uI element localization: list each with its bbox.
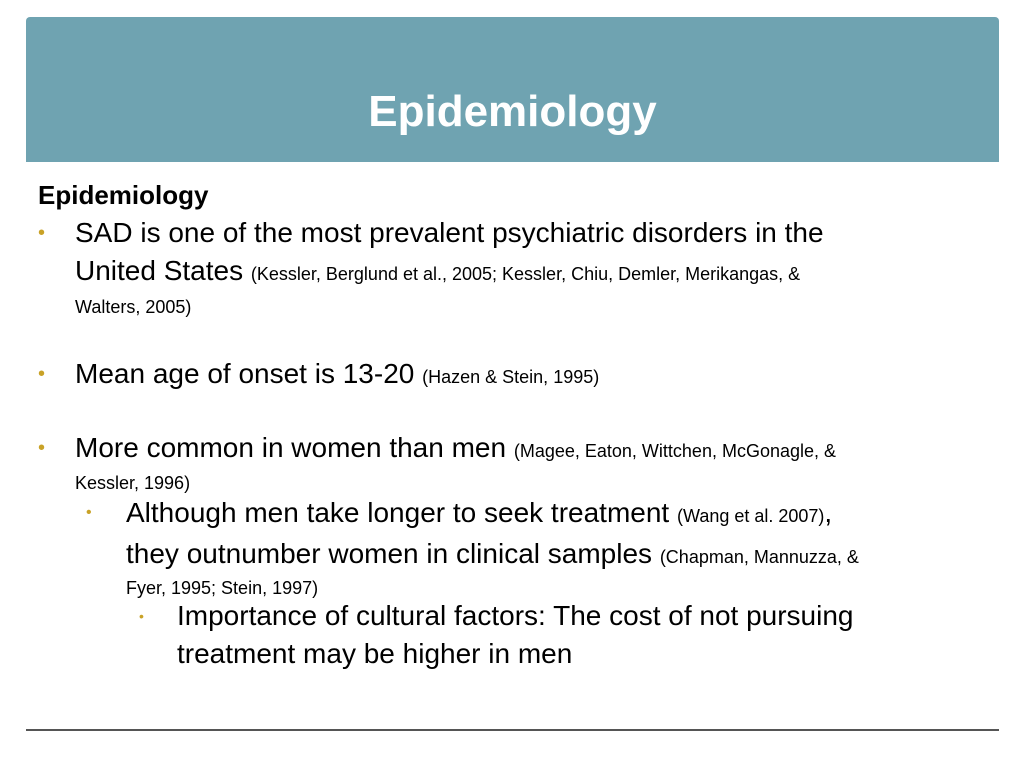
citation: (Chapman, Mannuzza, & <box>659 547 859 567</box>
bullet-item-gender <box>38 429 985 496</box>
bullet-item-prevalence <box>38 214 985 321</box>
bullet-text: Mean age of onset is 13-20 <box>75 358 415 389</box>
bullet-text: United States <box>75 255 244 286</box>
title-bar <box>26 17 999 162</box>
bullet-line <box>126 494 986 535</box>
bullet-item-onset <box>38 355 985 396</box>
citation: Fyer, 1995; Stein, 1997) <box>126 578 319 598</box>
bullet-icon: • <box>38 363 46 385</box>
bullet-icon: • <box>139 608 144 624</box>
citation: Walters, 2005) <box>75 297 192 317</box>
bullet-line <box>75 429 985 470</box>
bullet-text: treatment may be higher in men <box>177 638 573 669</box>
bullet-icon: • <box>86 504 92 521</box>
bullet-text-line2 <box>75 252 985 293</box>
footer-divider <box>26 729 999 731</box>
sub-bullet-item <box>86 494 986 600</box>
bullet-icon: • <box>38 437 46 459</box>
citation: Kessler, 1996) <box>75 473 191 493</box>
bullet-line <box>75 355 985 396</box>
citation: (Wang et al. 2007) <box>677 506 825 526</box>
bullet-icon: • <box>38 222 46 244</box>
citation: (Kessler, Berglund et al., 2005; Kessler, Chiu, Demler, Merikangas, & <box>250 264 801 284</box>
bullet-text: More common in women than men <box>75 432 507 463</box>
slide-title: Epidemiology <box>368 87 657 136</box>
bullet-text: Although men take longer to seek treatment <box>126 497 670 528</box>
citation: (Magee, Eaton, Wittchen, McGonagle, & <box>513 441 837 461</box>
bullet-line <box>126 535 986 576</box>
comma: , <box>824 497 833 528</box>
bullet-text: SAD is one of the most prevalent psychiatric disorders in the <box>75 217 824 248</box>
bullet-text: they outnumber women in clinical samples <box>126 538 653 569</box>
section-heading: Epidemiology <box>38 180 209 210</box>
sub-sub-bullet-item <box>139 597 977 673</box>
bullet-text: Importance of cultural factors: The cost of not pursuing <box>177 600 854 631</box>
citation: (Hazen & Stein, 1995) <box>422 367 600 387</box>
